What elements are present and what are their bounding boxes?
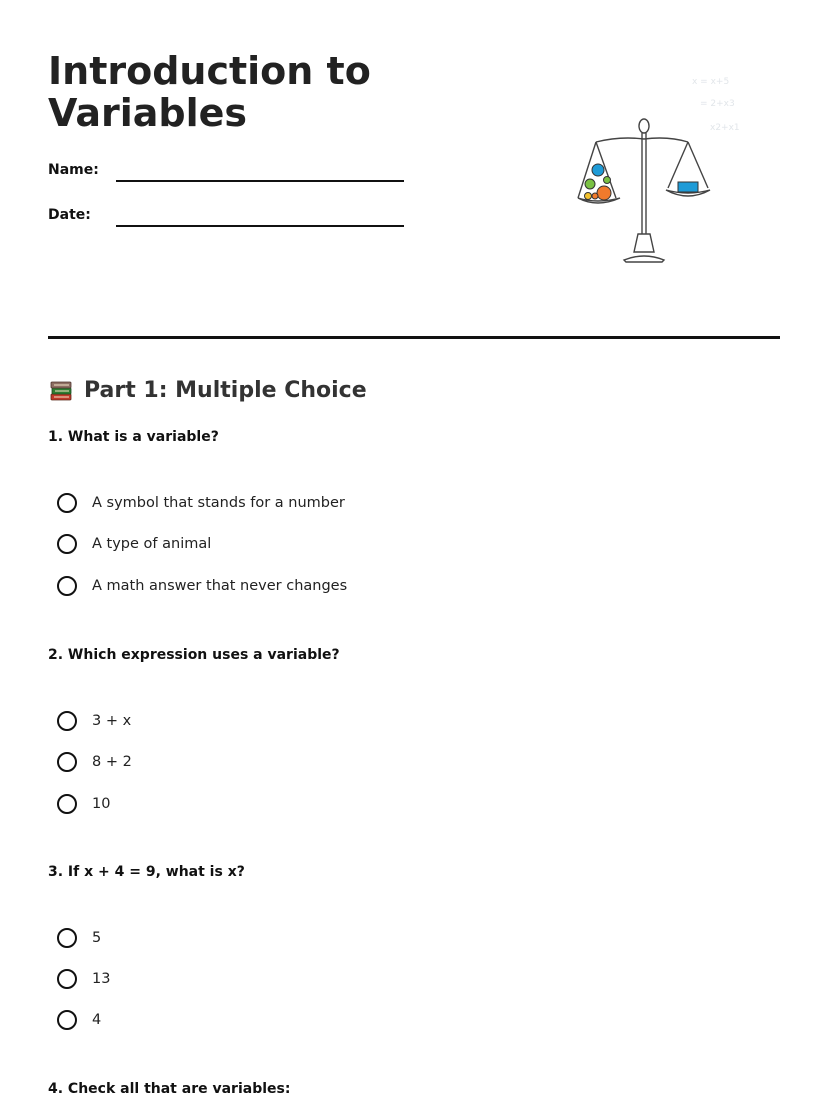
radio-button[interactable] <box>57 534 77 554</box>
question-1: 1. What is a variable? <box>48 429 219 445</box>
faint-equations <box>692 77 740 133</box>
option-label: 3 + x <box>92 713 132 729</box>
date-underline[interactable] <box>116 225 404 227</box>
faint-equation-3: x2+x1 <box>710 123 740 133</box>
q3-option-1[interactable] <box>57 925 101 951</box>
option-label: A symbol that stands for a number <box>92 495 345 511</box>
q1-option-2[interactable] <box>57 531 211 557</box>
q2-option-1[interactable] <box>57 708 131 734</box>
q2-option-2[interactable] <box>57 749 132 775</box>
question-4: 4. Check all that are variables: <box>48 1081 291 1097</box>
name-field[interactable] <box>48 160 408 190</box>
date-label: Date: <box>48 207 91 223</box>
faint-equation-2: = 2+x3 <box>700 99 735 109</box>
part1-title: Part 1: Multiple Choice <box>84 377 367 403</box>
option-label: 5 <box>92 930 102 946</box>
q2-option-3[interactable] <box>57 791 110 817</box>
q1-option-1[interactable] <box>57 490 345 516</box>
books-icon <box>48 377 74 403</box>
question-2: 2. Which expression uses a variable? <box>48 647 340 663</box>
q1-option-3[interactable] <box>57 573 347 599</box>
option-label: 10 <box>92 796 111 812</box>
worksheet-title <box>48 50 408 134</box>
faint-equation-1: x = x+5 <box>692 77 730 87</box>
radio-button[interactable] <box>57 794 77 814</box>
part1-heading <box>48 374 367 406</box>
radio-button[interactable] <box>57 969 77 989</box>
option-label: 13 <box>92 971 111 987</box>
radio-button[interactable] <box>57 1010 77 1030</box>
name-label: Name: <box>48 162 99 178</box>
q3-option-2[interactable] <box>57 966 110 992</box>
title-line-1: Introduction to <box>48 49 371 93</box>
name-underline[interactable] <box>116 180 404 182</box>
radio-button[interactable] <box>57 928 77 948</box>
balance-scale-illustration <box>560 62 760 272</box>
title-line-2: Variables <box>48 91 247 135</box>
q3-option-3[interactable] <box>57 1007 101 1033</box>
option-label: 4 <box>92 1012 102 1028</box>
section-divider <box>48 336 780 339</box>
option-label: A math answer that never changes <box>92 578 348 594</box>
date-field[interactable] <box>48 205 408 235</box>
radio-button[interactable] <box>57 752 77 772</box>
option-label: A type of animal <box>92 536 212 552</box>
radio-button[interactable] <box>57 576 77 596</box>
radio-button[interactable] <box>57 493 77 513</box>
balance-scale-icon <box>560 62 760 272</box>
option-label: 8 + 2 <box>92 754 132 770</box>
radio-button[interactable] <box>57 711 77 731</box>
question-3: 3. If x + 4 = 9, what is x? <box>48 864 245 880</box>
